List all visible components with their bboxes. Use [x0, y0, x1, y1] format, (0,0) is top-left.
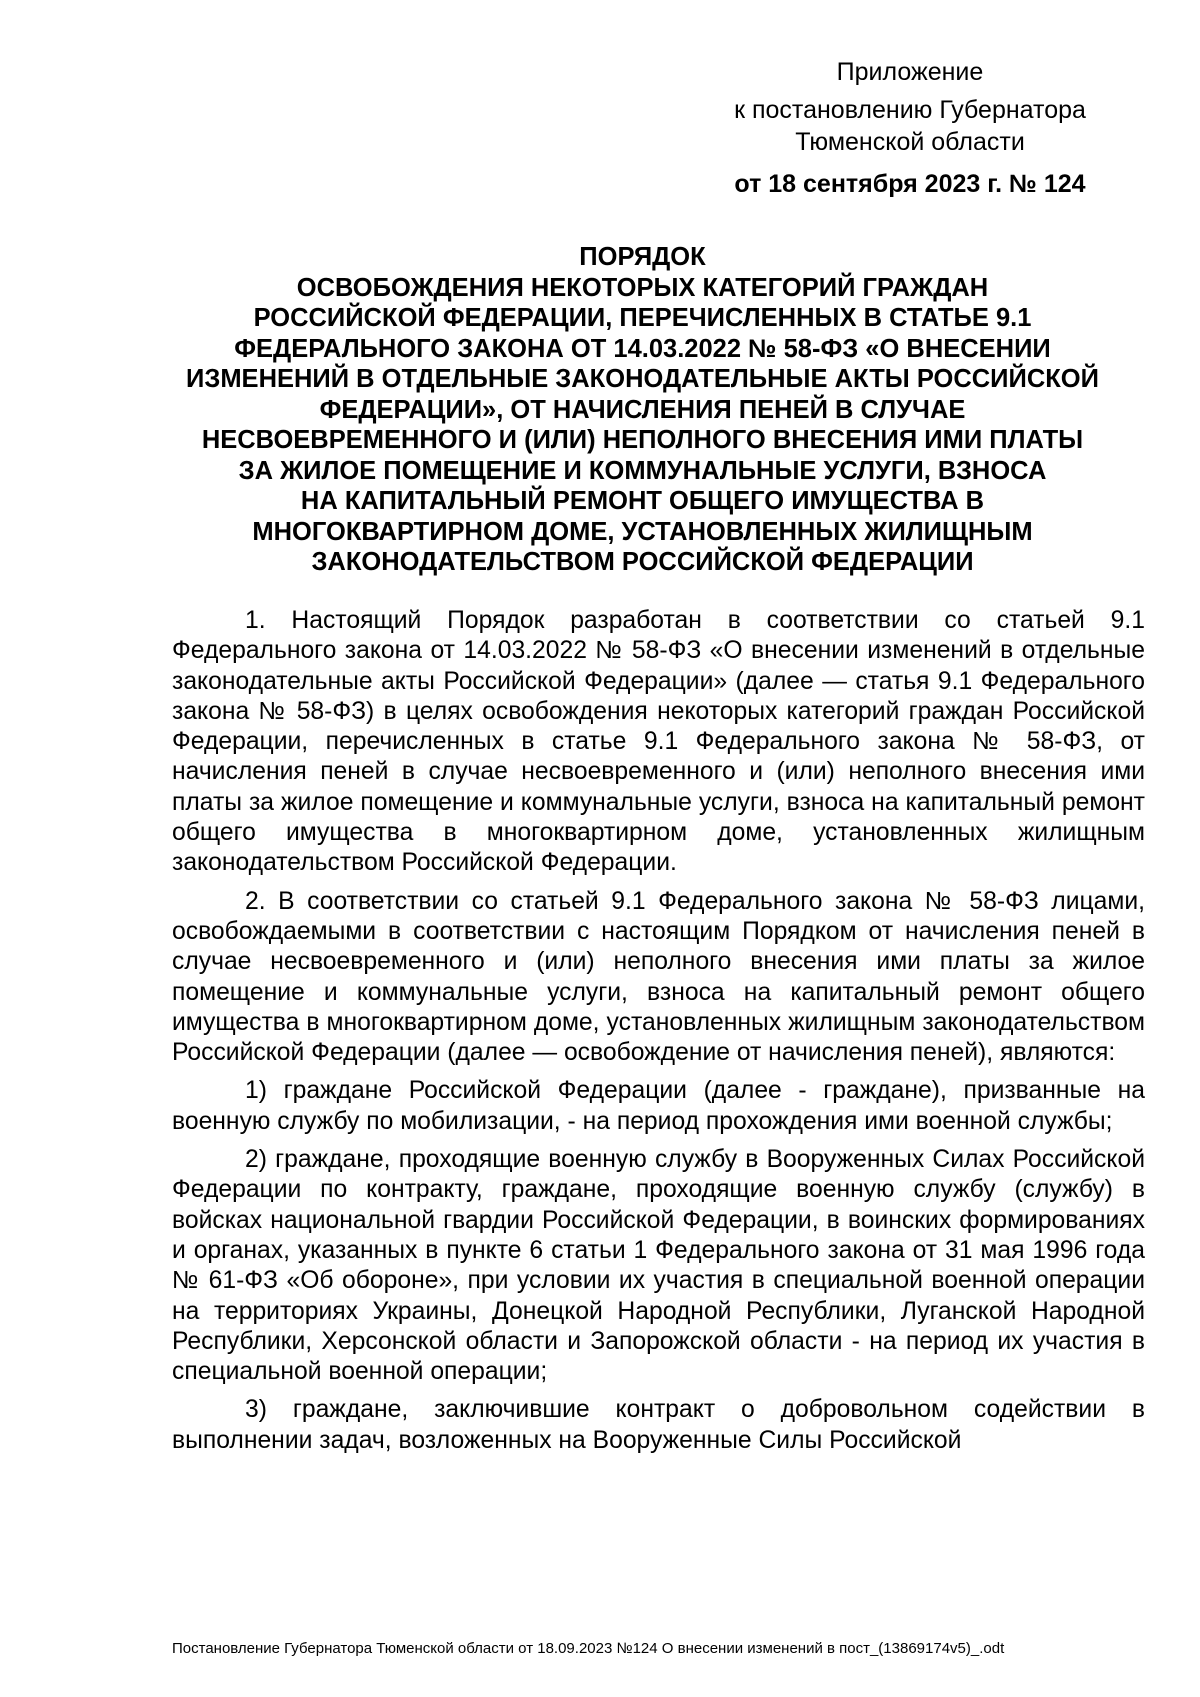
paragraph-2: 2. В соответствии со статьей 9.1 Федерального закона № 58-ФЗ лицами, освобождаемыми в соответствии с настоящим Порядком от начисления пеней в случае несвоевременного и (или) неполного внесения ими платы за жилое помещение и коммунальные услуги, взноса на капитальный ремонт общего имущества в многоквартирном доме, установленных жилищным законодательством Российской Федерации (далее — освобождение от начисления пеней), являются: — [172, 887, 1145, 1067]
appendix-header — [700, 56, 1120, 200]
resolution-date-number: от 18 сентября 2023 г. № 124 — [734, 170, 1086, 198]
title-line: ЗА ЖИЛОЕ ПОМЕЩЕНИЕ И КОММУНАЛЬНЫЕ УСЛУГИ, ВЗНОСА — [238, 456, 1047, 485]
title-line: НЕСВОЕВРЕМЕННОГО И (ИЛИ) НЕПОЛНОГО ВНЕСЕНИЯ ИМИ ПЛАТЫ — [201, 426, 1084, 454]
page-footer: Постановление Губернатора Тюменской области от 18.09.2023 №124 О внесении изменений в пост_(13869174v5)_.odt — [172, 1640, 1005, 1657]
appendix-label: Приложение — [836, 58, 984, 86]
title-line: ФЕДЕРАЦИИ», ОТ НАЧИСЛЕНИЯ ПЕНЕЙ В СЛУЧАЕ — [319, 395, 966, 424]
subparagraph-3: 3) граждане, заключившие контракт о добровольном содействии в выполнении задач, возложенных на Вооруженные Силы Российской — [172, 1396, 1145, 1454]
title-line: ФЕДЕРАЛЬНОГО ЗАКОНА ОТ 14.03.2022 № 58-ФЗ «О ВНЕСЕНИИ — [234, 334, 1051, 363]
title-line: РОССИЙСКОЙ ФЕДЕРАЦИИ, ПЕРЕЧИСЛЕННЫХ В СТАТЬЕ 9.1 — [253, 304, 1032, 332]
document-body — [172, 606, 1145, 1464]
title-line: ИЗМЕНЕНИЙ В ОТДЕЛЬНЫЕ ЗАКОНОДАТЕЛЬНЫЕ АКТЫ РОССИЙСКОЙ — [186, 365, 1099, 393]
title-line: ОСВОБОЖДЕНИЯ НЕКОТОРЫХ КАТЕГОРИЙ ГРАЖДАН — [296, 273, 989, 302]
resolution-reference-line1: к постановлению Губернатора — [734, 96, 1086, 124]
paragraph-1: 1. Настоящий Порядок разработан в соответствии со статьей 9.1 Федерального закона от 14.03.2022 № 58-ФЗ «О внесении изменений в отдельные законодательные акты Российской Федерации» (далее — статья 9.1 Федерального закона № 58-ФЗ) в целях освобождения некоторых категорий граждан Российской Федерации, перечисленных в статье 9.1 Федерального закона № 58-ФЗ, от начисления пеней в случае несвоевременного и (или) неполного внесения ими платы за жилое помещение и коммунальные услуги, взноса на капитальный ремонт общего имущества в многоквартирном доме, установленных жилищным законодательством Российской Федерации. — [172, 607, 1145, 877]
title-line: НА КАПИТАЛЬНЫЙ РЕМОНТ ОБЩЕГО ИМУЩЕСТВА В — [300, 487, 985, 515]
resolution-reference-line2: Тюменской области — [795, 128, 1025, 156]
title-line: МНОГОКВАРТИРНОМ ДОМЕ, УСТАНОВЛЕННЫХ ЖИЛИЩНЫМ — [252, 517, 1033, 546]
title-line: ПОРЯДОК — [579, 243, 706, 271]
subparagraph-1: 1) граждане Российской Федерации (далее - граждане), призванные на военную службу по мобилизации, - на период прохождения ими военной службы; — [172, 1077, 1145, 1135]
title-line: ЗАКОНОДАТЕЛЬСТВОМ РОССИЙСКОЙ ФЕДЕРАЦИИ — [311, 548, 974, 576]
document-title — [170, 242, 1115, 578]
subparagraph-2: 2) граждане, проходящие военную службу в Вооруженных Силах Российской Федерации по контракту, граждане, проходящие военную службу (службу) в войсках национальной гвардии Российской Федерации, в воинских формированиях и органах, указанных в пункте 6 статьи 1 Федерального закона от 31 мая 1996 года № 61-ФЗ «Об обороне», при условии их участия в специальной военной операции на территориях Украины, Донецкой Народной Республики, Луганской Народной Республики, Херсонской области и Запорожской области - на период их участия в специальной военной операции; — [172, 1146, 1145, 1386]
